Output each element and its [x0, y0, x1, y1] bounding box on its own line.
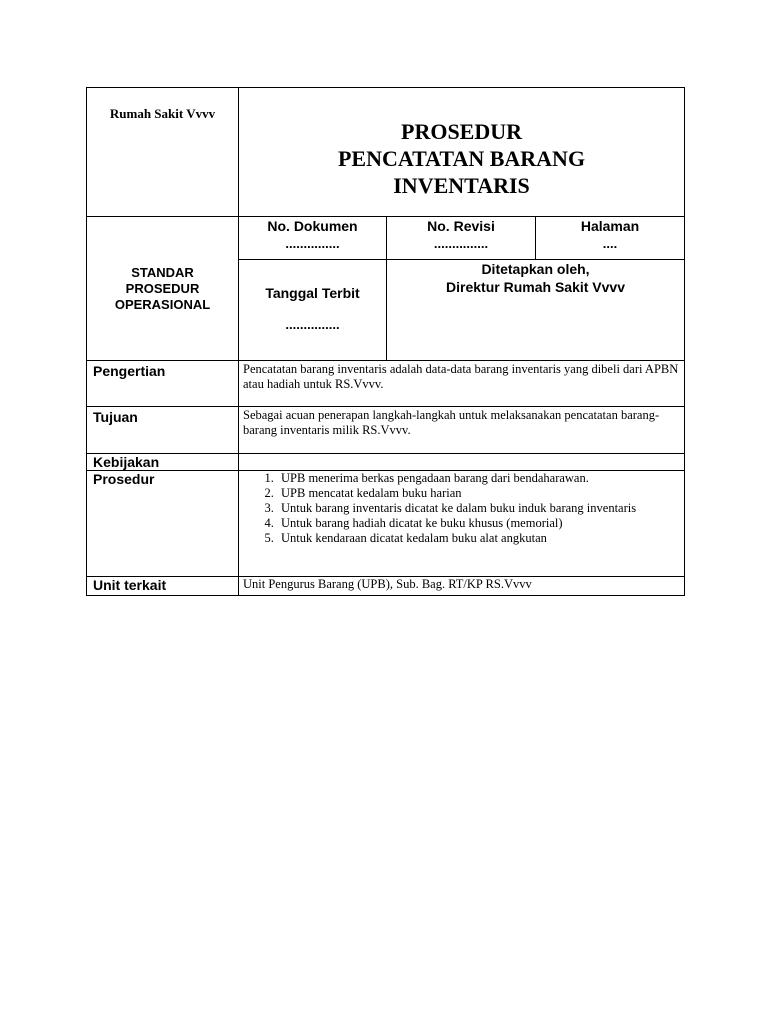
section-row-prosedur	[87, 471, 685, 577]
sop-line-1: STANDAR	[131, 264, 194, 280]
issue-date-value: ...............	[285, 317, 340, 332]
prosedur-steps-cell	[239, 471, 685, 577]
pengertian-label: Pengertian	[87, 361, 239, 407]
prosedur-label: Prosedur	[87, 471, 239, 577]
page-label: Halaman	[580, 218, 640, 234]
pengertian-text: Pencatatan barang inventaris adalah data-data barang inventaris yang dibeli dari APBN atau hadiah untuk RS.Vvvv.	[239, 361, 685, 407]
sop-document	[86, 87, 684, 596]
sop-label-cell	[87, 217, 239, 361]
unit-terkait-label: Unit terkait	[87, 577, 239, 596]
page-cell	[536, 217, 685, 260]
prosedur-step: 2. UPB mencatat kedalam buku harian	[277, 486, 680, 501]
title-line-2: PENCATATAN BARANG	[337, 146, 586, 171]
section-row-kebijakan	[87, 454, 685, 471]
unit-terkait-text: Unit Pengurus Barang (UPB), Sub. Bag. RT/KP RS.Vvvv	[239, 577, 685, 596]
revision-cell	[387, 217, 536, 260]
title-row	[87, 88, 685, 217]
prosedur-step: 3. Untuk barang inventaris dicatat ke dalam buku induk barang inventaris	[277, 501, 680, 516]
tujuan-label: Tujuan	[87, 407, 239, 454]
section-row-unit-terkait	[87, 577, 685, 596]
section-row-tujuan	[87, 407, 685, 454]
doc-number-cell	[239, 217, 387, 260]
title-cell	[239, 88, 685, 217]
section-row-pengertian	[87, 361, 685, 407]
tujuan-text: Sebagai acuan penerapan langkah-langkah untuk melaksanakan pencatatan barang-barang inventaris milik RS.Vvvv.	[239, 407, 685, 454]
page-value: ....	[602, 236, 618, 251]
prosedur-step: 4. Untuk barang hadiah dicatat ke buku khusus (memorial)	[277, 516, 680, 531]
sop-line-2: PROSEDUR	[125, 280, 200, 296]
hospital-name-cell	[87, 88, 239, 217]
approval-cell	[387, 260, 685, 361]
hospital-name: Rumah Sakit Vvvv	[109, 106, 216, 121]
doc-info-row	[87, 217, 685, 260]
prosedur-step: 5. Untuk kendaraan dicatat kedalam buku alat angkutan	[277, 531, 680, 546]
revision-value: ...............	[433, 236, 489, 251]
revision-label: No. Revisi	[427, 218, 495, 234]
kebijakan-text	[239, 454, 685, 471]
title-line-3: INVENTARIS	[393, 173, 530, 198]
prosedur-step: 1. UPB menerima berkas pengadaan barang dari bendaharawan.	[277, 471, 680, 486]
title-line-1: PROSEDUR	[401, 119, 523, 144]
issue-date-cell	[239, 260, 387, 361]
issue-date-label: Tanggal Terbit	[265, 285, 360, 301]
sop-line-3: OPERASIONAL	[114, 296, 211, 312]
kebijakan-label: Kebijakan	[87, 454, 239, 471]
approved-by-line-2: Direktur Rumah Sakit Vvvv	[446, 279, 625, 295]
doc-number-value: ...............	[285, 236, 340, 251]
prosedur-steps	[243, 471, 680, 546]
doc-number-label: No. Dokumen	[267, 218, 358, 234]
approved-by-line-1: Ditetapkan oleh,	[481, 261, 590, 277]
sop-table	[86, 87, 685, 596]
